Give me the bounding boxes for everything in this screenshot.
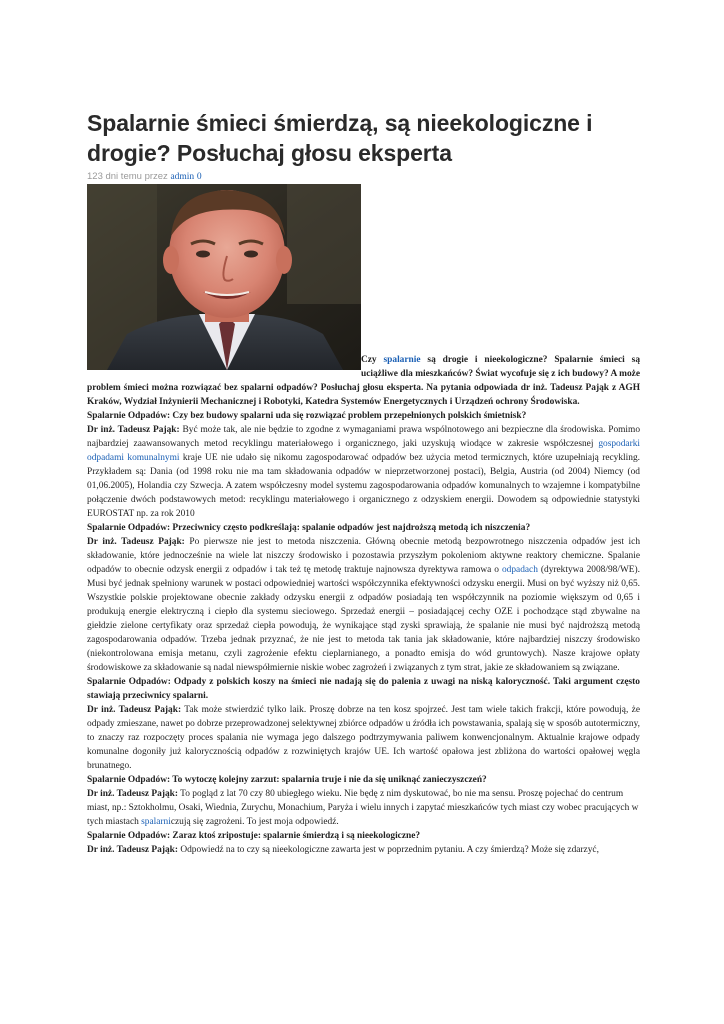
answer-1-text-1: Być może tak, ale nie będzie to zgodne z wymaganiami prawa wspólnotowego ani bezpieczne dla środowiska. Pomimo najbardziej zaawansowanych metod recyklingu materiałowego i organicznego, jaki uzyskują wiodące w zakresie współczesnej [87,425,641,449]
answer-3 [87,703,640,773]
answer-3-speaker: Dr inż. Tadeusz Pająk: [87,705,182,715]
answer-4 [87,787,640,829]
question-4: Spalarnie Odpadów: To wytoczę kolejny zarzut: spalarnia truje i nie da się uniknąć zanieczyszczeń? [87,775,487,785]
answer-2-speaker: Dr inż. Tadeusz Pająk: [87,537,185,547]
answer-2-text-1: Po pierwsze nie jest to metoda niszczenia. Główną obecnie metodą bezpowrotnego niszczenia odpadów jest ich składowanie, które jednocześnie na wiele lat niszczy środowisko i pozostawia przyszłym pokoleniom aktywne reaktory chemiczne. Spalanie odpadów to obecnie odzysk energii z odpadów i tak też tę metodę traktuje najnowsza dyrektywa ramowa o [87,537,641,575]
article [87,108,640,857]
link-gospodarki-odpadami[interactable]: gospodarki odpadami komunalnymi [87,439,640,463]
answer-4-text-2: czują się zagrożeni. To jest moja odpowiedź. [170,817,339,827]
answer-5 [87,843,640,857]
answer-5-speaker: Dr inż. Tadeusz Pająk: [87,845,178,855]
question-3: Spalarnie Odpadów: Odpady z polskich koszy na śmieci nie nadają się do palenia z uwagi na niską kaloryczność. Taki argument często stawiają przeciwnicy spalarni. [87,677,640,701]
article-meta [87,171,640,183]
answer-2-text-2: (dyrektywa 2008/98/WE). Musi być jednak spełniony warunek w postaci odpowiedniej wartości współczynnika efektywności odzysku energii. Musi on być wyższy niż 0,65. Wszystkie polskie projektowane obecnie zakłady odzysku energii z odpadów posiadają ten współczynnik na poziomie większym od 0,65 i produkują energie elektryczną i ciepło dla systemu sieciowego. Sprzedaż energii – posiadającej cechy OZE i pochodzące stąd zbywalne na giełdzie zielone certyfikaty oraz sprzedaż ciepła powodują, że wynikające stąd zyski sprawiają, że spalanie nie musi być najdroższą metodą zagospodarowania odpadów. Trzeba jednak przyznać, że nie jest to metoda tak tania jak składowanie, które najbardziej niszczy środowisko (niekontrolowana emisja metanu, czyli zagrożenie efektu cieplarnianego, a ponadto emisja do wód gruntowych). Nasze krajowe opłaty środowiskowe za składowanie są nadal niewspółmiernie niskie wobec zagrożeń i związanych z tym strat, jakie ze składowaniem są związane. [87,565,640,673]
answer-4-text-1: To pogląd z lat 70 czy 80 ubiegłego wieku. Nie będę z nim dyskutować, bo nie ma sensu. Proszę pojechać do centrum miast, np.: Sztokholmu, Osaki, Wiednia, Zurychu, Monachium, Paryża i wielu innych i zapytać mieszkańców tych miast czy wobec pracujących w tych miastach [87,789,639,827]
answer-4-speaker: Dr inż. Tadeusz Pająk: [87,789,178,799]
intro-text-2: są drogie i nieekologiczne? Spalarnie śmieci są uciążliwe dla mieszkańców? Świat wycofuje się z ich budowy? A może problem śmieci można rozwiązać bez spalarni odpadów? Posłuchaj głosu eksperta. Na pytania odpowiada dr inż. Tadeusz Pająk z AGH Kraków, Wydział Inżynierii Mechanicznej i Robotyki, Katedra Systemów Energetycznych i Urządzeń ochrony Środowiska. [87,355,641,407]
portrait-image [87,184,361,370]
article-body [87,183,640,857]
article-title: Spalarnie śmieci śmierdzą, są nieekologiczne i drogie? Posłuchaj głosu eksperta [87,110,593,166]
link-spalarnie[interactable]: spalarnie [383,355,421,365]
answer-1-speaker: Dr inż. Tadeusz Pająk: [87,425,180,435]
question-1: Spalarnie Odpadów: Czy bez budowy spalarni uda się rozwiązać problem przepełnionych polskich śmietnisk? [87,411,527,421]
intro-text-1: Czy [361,355,384,365]
answer-1 [87,423,640,521]
answer-2 [87,535,640,675]
answer-3-text-1: Tak może stwierdzić tylko laik. Proszę dobrze na ten kosz spojrzeć. Jest tam wiele takich frakcji, które powodują, że odpady zmieszane, nawet po dobrze przeprowadzonej selektywnej zbiórce odpadów u źródła ich powstawania, spalają się w sposób autotermiczny, to znaczy raz rozpoczęty proces spalania nie wymaga jego dalszego podtrzymywania paliwem konwencjonalnym. Aktualnie krajowe odpady komunalne dogoniły już kalorycznością odpadów z rozwiniętych krajów UE. Ich wartość opałowa jest zbliżona do wartości opałowej węgla brunatnego. [87,705,641,771]
link-spalarni[interactable]: spalarni [141,817,171,827]
link-odpadach[interactable]: odpadach [501,565,538,575]
answer-5-text-1: Odpowiedź na to czy są nieekologiczne zawarta jest w poprzednim pytaniu. A czy śmierdzą? Może się zdarzyć, [177,845,599,855]
expert-photo [87,184,361,370]
question-2: Spalarnie Odpadów: Przeciwnicy często podkreślają: spalanie odpadów jest najdroższą metodą ich niszczenia? [87,523,531,533]
meta-date: 123 dni temu przez [87,171,168,182]
question-5: Spalarnie Odpadów: Zaraz ktoś zripostuje: spalarnie śmierdzą i są nieekologiczne? [87,831,421,841]
author-link[interactable]: admin [170,172,195,182]
answer-1-text-2: kraje UE nie udało się nikomu zagospodarować odpadów bez użycia metod termicznych, które uzupełniają recykling. Przykładem są: Dania (od 1998 roku nie ma tam składowania odpadów w nieprzetworzonej postaci), Belgia, Austria (od 2004) Niemcy (od 01,06.2005), Holandia czy Szwecja. A zatem współczesny model systemu zagospodarowania odpadów komunalnych to wzajemne i kompatybilne połączenie dwóch podstawowych metod: recyklingu materiałowego i organicznego z odzyskiem energii. Dowodem są odpowiednie statystyki EUROSTAT np. za rok 2010 [87,453,640,519]
comments-count-link[interactable]: 0 [196,172,202,182]
